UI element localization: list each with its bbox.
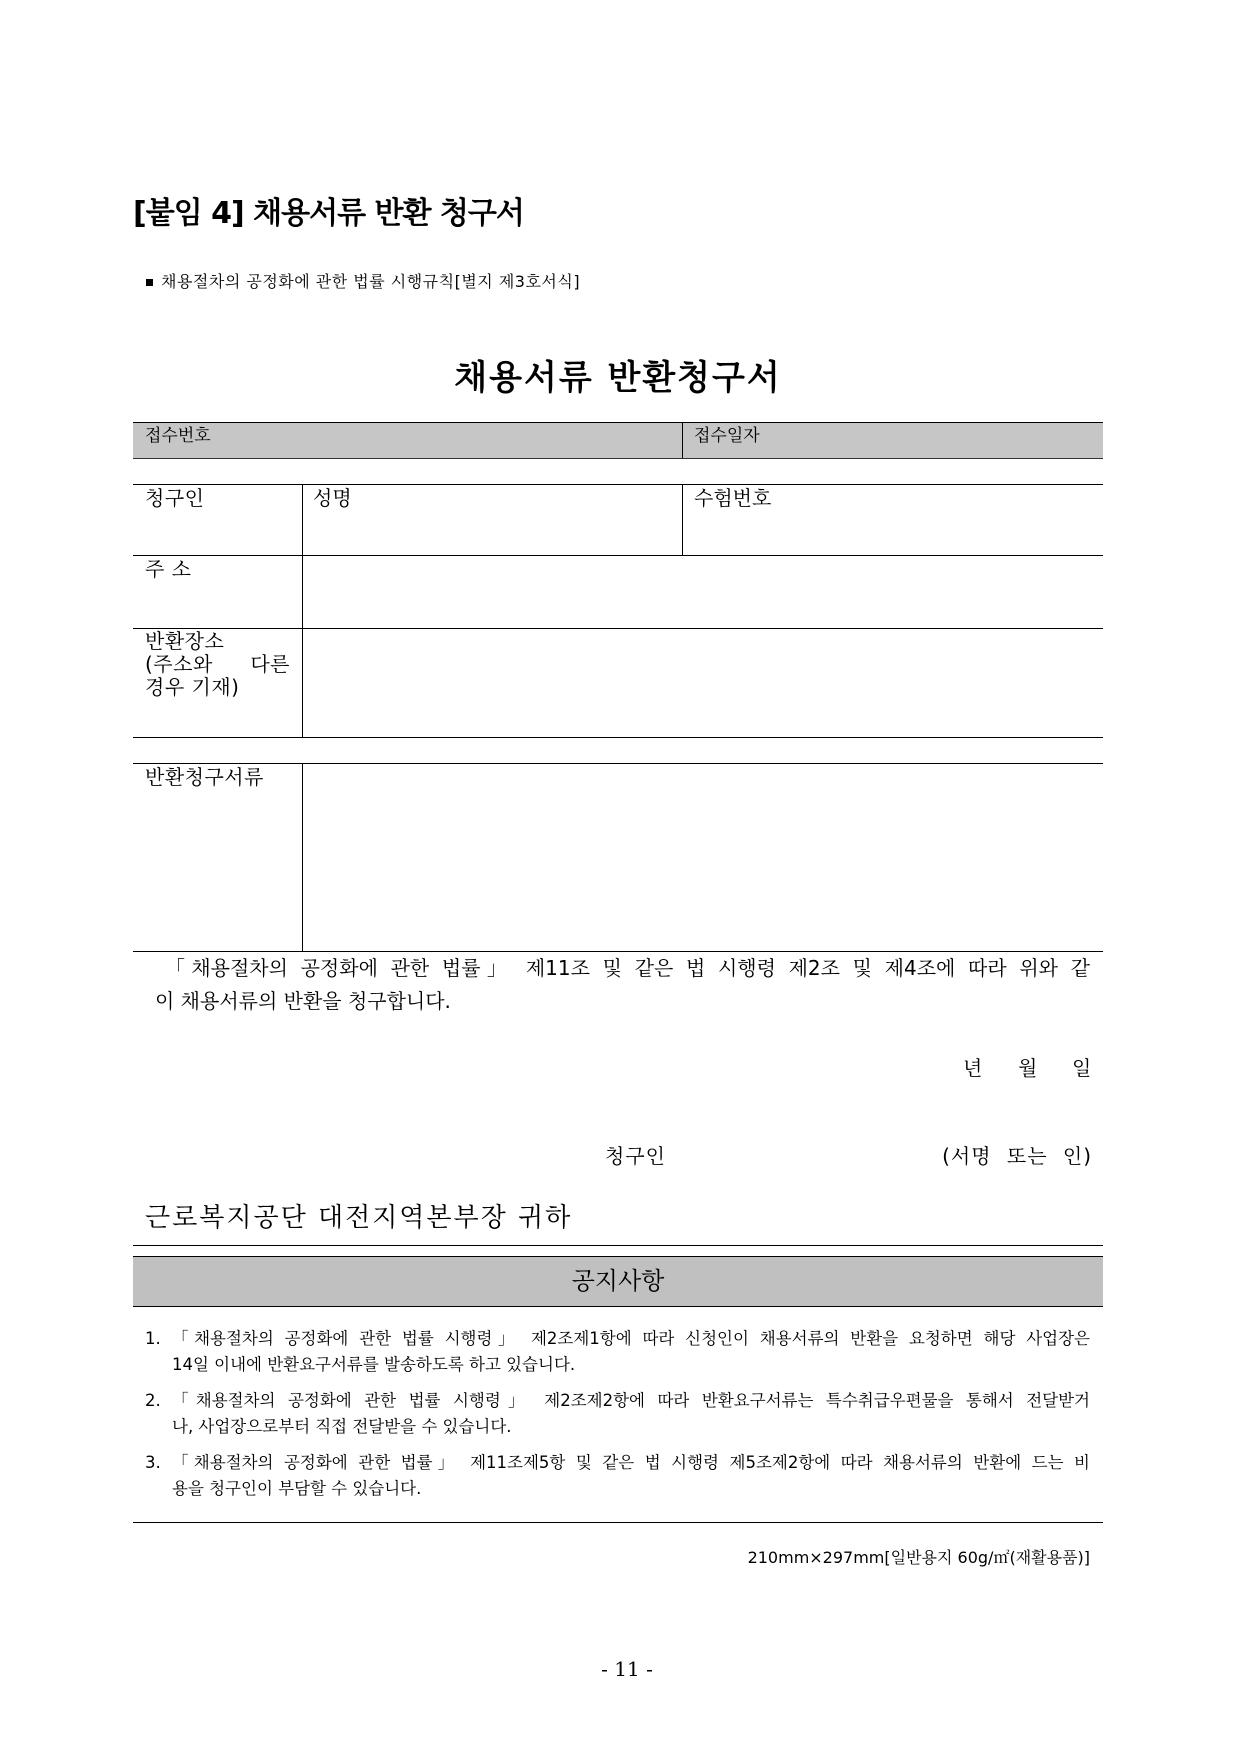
paper-spec: 210mm×297mm[일반용지 60g/㎡(재활용품)] [747, 1548, 1090, 1567]
receipt-date-cell [683, 423, 1103, 458]
notice-list [145, 1326, 1090, 1512]
recipient: 근로복지공단 대전지역본부장 귀하 [145, 1203, 573, 1233]
return-place-field [303, 629, 1103, 737]
name-field [303, 485, 683, 555]
date-day-label: 일 [1072, 1056, 1092, 1080]
notice-number: 1. [145, 1329, 161, 1348]
receipt-number-label: 접수번호 [145, 426, 211, 446]
exam-number-label: 수험번호 [694, 486, 772, 510]
return-place-label [133, 629, 303, 737]
notice-line: 「채용절차의 공정화에 관한 법률」 제11조제5항 및 같은 법 시행령 제5조제2항에 따라 채용서류의 반환에 드는 비 [172, 1453, 1090, 1472]
return-place-label-line: 반환장소 [145, 629, 225, 653]
receipt-row [133, 422, 1103, 459]
list-item [145, 1388, 1090, 1440]
return-place-row [133, 629, 1103, 738]
statement-line: 「채용절차의 공정화에 관한 법률」 제11조 및 같은 법 시행령 제2조 및 제4조에 따라 위와 같 [165, 956, 1090, 980]
notice-header [133, 1256, 1103, 1307]
address-label: 주 소 [133, 556, 303, 628]
applicant-row [133, 485, 1103, 556]
requested-documents-field [303, 764, 1103, 951]
notice-line: 「채용절차의 공정화에 관한 법률 시행령」 제2조제2항에 따라 반환요구서류는 특수취급우편물을 통해서 전달받거 [172, 1391, 1090, 1410]
signature-label: 청구인 [605, 1144, 666, 1168]
return-place-label-line: (주소와 다른 [145, 652, 290, 676]
date-year-label: 년 [963, 1056, 983, 1080]
notice-line: 용을 청구인이 부담할 수 있습니다. [172, 1479, 422, 1498]
notice-text [172, 1388, 1090, 1440]
notice-text [172, 1326, 1090, 1378]
notice-title: 공지사항 [571, 1267, 665, 1295]
attachment-title: [붙임 4] 채용서류 반환 청구서 [133, 196, 524, 231]
form-title: 채용서류 반환청구서 [454, 358, 782, 398]
date-month-label: 월 [1018, 1056, 1038, 1080]
page-number: - 11 - [601, 1657, 653, 1681]
statement-line: 이 채용서류의 반환을 청구합니다. [155, 989, 451, 1013]
requested-documents-row [133, 764, 1103, 952]
notice-line: 나, 사업장으로부터 직접 전달받을 수 있습니다. [172, 1417, 512, 1436]
signature-note: (서명 또는 인) [942, 1144, 1092, 1168]
form-source-note: 채용절차의 공정화에 관한 법률 시행규칙[별지 제3호서식] [161, 272, 581, 291]
request-statement [155, 952, 1090, 1018]
list-item [145, 1326, 1090, 1378]
notice-line: 14일 이내에 반환요구서류를 발송하도록 하고 있습니다. [172, 1355, 576, 1374]
receipt-number-cell [133, 423, 683, 458]
applicant-label: 청구인 [133, 485, 303, 555]
notice-number: 2. [145, 1391, 161, 1410]
address-field [303, 556, 1103, 628]
return-place-label-line: 경우 기재) [145, 675, 240, 699]
notice-line: 「채용절차의 공정화에 관한 법률 시행령」 제2조제1항에 따라 신청인이 채용서류의 반환을 요청하면 해당 사업장은 [172, 1329, 1090, 1348]
name-label: 성명 [313, 486, 352, 510]
documents-table [133, 763, 1103, 952]
exam-number-field [683, 485, 1103, 555]
address-row [133, 556, 1103, 629]
notice-number: 3. [145, 1453, 161, 1472]
divider [133, 1522, 1103, 1523]
notice-text [172, 1450, 1090, 1502]
bullet-square-icon [146, 279, 153, 286]
divider [133, 1245, 1103, 1246]
requested-documents-label: 반환청구서류 [133, 764, 303, 951]
receipt-date-label: 접수일자 [694, 426, 760, 446]
list-item [145, 1450, 1090, 1502]
applicant-table [133, 484, 1103, 738]
